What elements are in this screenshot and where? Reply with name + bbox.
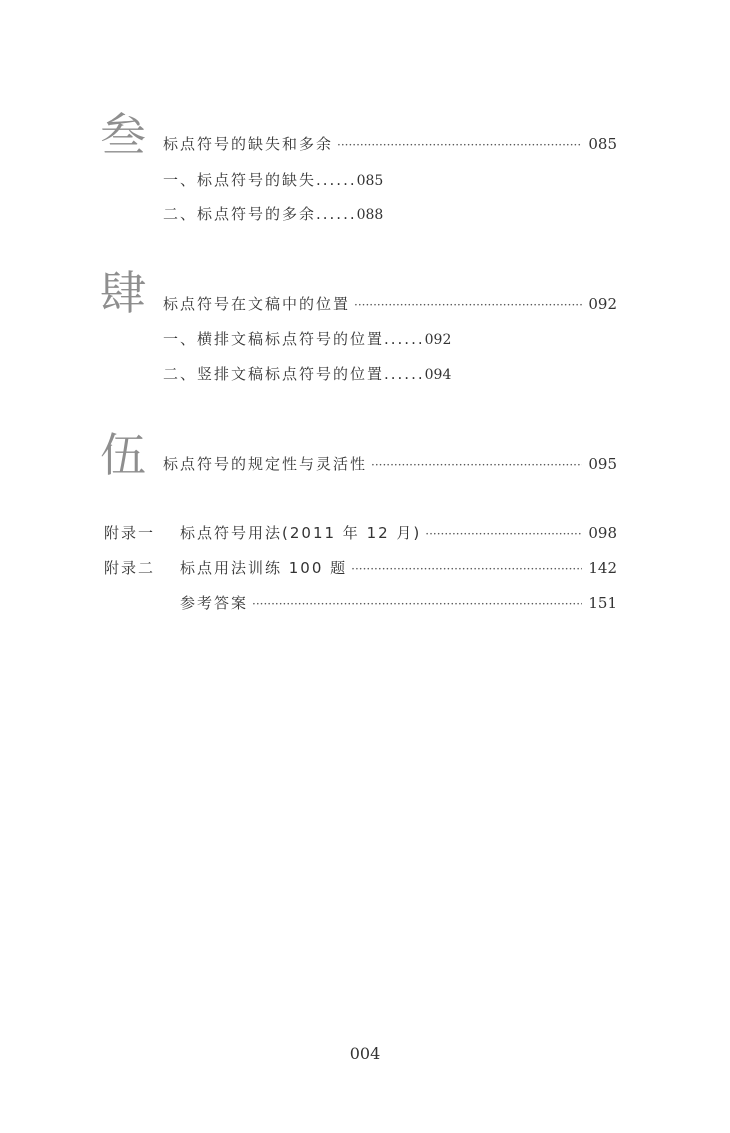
section-numeral-3: 叁	[100, 108, 146, 162]
dot-leader	[371, 453, 582, 477]
toc-entry-page: 142	[588, 559, 617, 577]
toc-entry-page: 085	[588, 135, 617, 153]
toc-subentry[interactable]	[163, 362, 451, 386]
toc-subentry-page: 094	[424, 367, 452, 383]
dot-leader	[337, 133, 582, 157]
dot-leader	[354, 293, 582, 317]
appendix-label: 附录一	[104, 524, 156, 542]
toc-entry-page: 098	[588, 524, 617, 542]
toc-subentry-page: 085	[356, 173, 384, 189]
toc-entry-title: 参考答案	[180, 594, 249, 612]
toc-entry-page: 151	[588, 594, 617, 612]
appendix-label: 附录二	[104, 559, 156, 577]
section-numeral-4: 肆	[100, 266, 146, 320]
toc-entry-title: 标点符号用法(2011 年 12 月)	[180, 524, 422, 542]
dot-leader	[252, 592, 582, 616]
toc-entry-title: 标点用法训练 100 题	[180, 559, 348, 577]
page-number: 004	[349, 1044, 381, 1063]
toc-entry-section-4[interactable]	[163, 292, 617, 316]
toc-subentry[interactable]	[163, 202, 383, 226]
toc-entry-page: 092	[588, 295, 617, 313]
toc-subentry-label: 一、横排文稿标点符号的位置......	[163, 330, 425, 348]
toc-subentry-label: 二、标点符号的多余......	[163, 205, 357, 223]
toc-entry-section-5[interactable]	[163, 452, 617, 476]
section-numeral-5: 伍	[100, 428, 146, 482]
toc-entry-appendix-2[interactable]	[180, 556, 617, 580]
toc-entry-page: 095	[588, 455, 617, 473]
toc-subentry[interactable]	[163, 168, 383, 192]
toc-entry-section-3[interactable]	[163, 132, 617, 156]
toc-entry-title: 标点符号的规定性与灵活性	[163, 455, 368, 473]
toc-entry-appendix-1[interactable]	[180, 521, 617, 545]
toc-entry-title: 标点符号的缺失和多余	[163, 135, 334, 153]
toc-subentry-page: 088	[356, 207, 384, 223]
toc-entry-title: 标点符号在文稿中的位置	[163, 295, 351, 313]
toc-subentry-page: 092	[424, 332, 452, 348]
toc-entry-answers[interactable]	[180, 591, 617, 615]
dot-leader	[351, 557, 582, 581]
toc-subentry-label: 二、竖排文稿标点符号的位置......	[163, 365, 425, 383]
dot-leader	[425, 522, 582, 546]
toc-subentry-label: 一、标点符号的缺失......	[163, 171, 357, 189]
toc-subentry[interactable]	[163, 327, 451, 351]
